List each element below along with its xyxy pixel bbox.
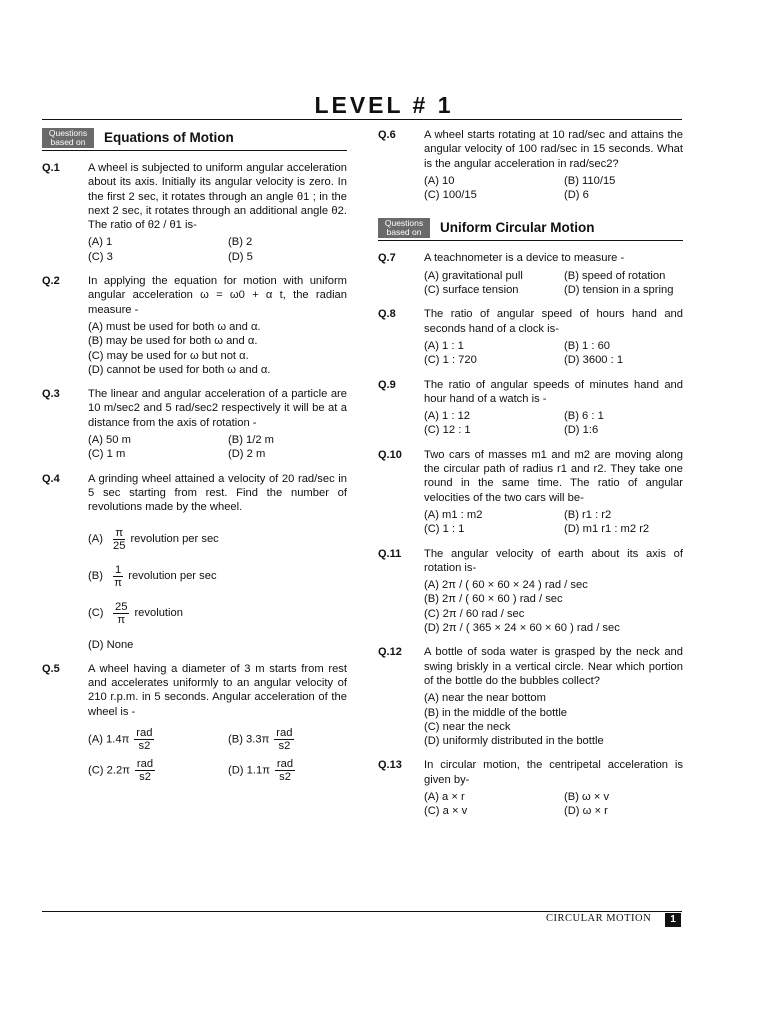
- option-a: (A) gravitational pull: [424, 269, 523, 282]
- question-4: [42, 472, 347, 652]
- option-a: (A) 2π / ( 60 × 60 × 24 ) rad / sec: [424, 579, 588, 592]
- question-11: [378, 547, 683, 636]
- question-text: A bottle of soda water is grasped by the neck and swing briskly in a vertical circle. Near which portion of the bottle do the bubbles collect?: [424, 646, 683, 687]
- option-b: (B) 2: [228, 236, 253, 249]
- option-a: (A) 1.4π $\frac{\text{rad}}{s2}$: [88, 727, 153, 753]
- question-9: [378, 378, 683, 438]
- option-c: (C) $\frac{25}{\pi}$ revolution: [88, 600, 183, 626]
- section-badge: Questions based on: [42, 128, 94, 148]
- footer-chapter-title: CIRCULAR MOTION: [546, 913, 652, 924]
- question-text: The angular velocity of earth about its axis of rotation is-: [424, 547, 683, 574]
- option-a: (A) 10: [424, 174, 455, 187]
- option-c: (C) may be used for ω but not α.: [88, 349, 249, 362]
- question-number: Q.9: [378, 378, 396, 391]
- question-7: [378, 251, 683, 297]
- option-d: (D) 1.1π $\frac{\text{rad}}{s2}$: [228, 758, 294, 784]
- footer-rule: [42, 911, 682, 912]
- option-b: (B) 6 : 1: [564, 410, 604, 423]
- question-number: Q.2: [42, 275, 60, 288]
- option-d: (D) 5: [228, 250, 253, 263]
- option-b: (B) ω × v: [564, 790, 610, 803]
- option-a: (A) 50 m: [88, 434, 131, 447]
- question-number: Q.5: [42, 662, 60, 675]
- option-c: (C) surface tension: [424, 284, 519, 297]
- option-a: (A) 1 : 12: [424, 410, 471, 423]
- question-text: The ratio of angular speeds of minutes hand and hour hand of a watch is -: [424, 378, 683, 405]
- option-a: (A) 1: [88, 236, 113, 249]
- option-d: (D) tension in a spring: [564, 284, 674, 297]
- page-title: LEVEL # 1: [314, 92, 454, 118]
- question-6: [378, 128, 683, 202]
- question-text: In circular motion, the centripetal acceleration is given by-: [424, 759, 683, 786]
- option-a: (A) m1 : m2: [424, 508, 483, 521]
- question-text: A wheel starts rotating at 10 rad/sec and attains the angular velocity of 100 rad/sec in 15 seconds. What is the angular acceleration in rad/sec2?: [424, 129, 683, 170]
- section-title: Equations of Motion: [104, 129, 234, 145]
- option-b: (B) may be used for both ω and α.: [88, 335, 258, 348]
- fraction: $\frac{\pi}{25}$: [113, 526, 126, 552]
- option-c: (C) a × v: [424, 805, 468, 818]
- option-c: (C) 1 : 720: [424, 354, 477, 367]
- question-text: The ratio of angular speed of hours hand and seconds hand of a clock is-: [424, 308, 683, 335]
- option-b: (B) $\frac{1}{\pi}$ revolution per sec: [88, 563, 217, 589]
- question-number: Q.10: [378, 448, 402, 461]
- option-d: (D) m1 r1 : m2 r2: [564, 523, 650, 536]
- question-5: [42, 662, 347, 783]
- question-number: Q.4: [42, 472, 60, 485]
- option-c: (C) near the neck: [424, 720, 511, 733]
- question-number: Q.7: [378, 252, 396, 265]
- option-b: (B) 1 : 60: [564, 339, 611, 352]
- option-a: (A) near the near bottom: [424, 692, 546, 705]
- right-column: [378, 128, 683, 829]
- question-number: Q.6: [378, 129, 396, 141]
- fraction: $\frac{1}{\pi}$: [114, 563, 122, 589]
- option-c: (C) 1 : 1: [424, 523, 465, 536]
- question-1: [42, 161, 347, 264]
- option-b: (B) 3.3π $\frac{\text{rad}}{s2}$: [228, 727, 293, 753]
- question-text: A wheel is subjected to uniform angular acceleration about its axis. Initially its angular velocity is zero. In the first 2 sec, it rotates through an angle θ1 ; in the next 2 sec, it rotates through an additional angle θ2. The ratio of θ2 / θ1 is-: [88, 162, 347, 232]
- option-a: (A) must be used for both ω and α.: [88, 320, 261, 333]
- option-a: (A) $\frac{\pi}{25}$ revolution per sec: [88, 526, 219, 552]
- option-d: (D) None: [88, 638, 134, 651]
- option-b: (B) in the middle of the bottle: [424, 706, 568, 719]
- section-header-circular: [378, 218, 683, 241]
- question-number: Q.12: [378, 646, 402, 659]
- left-column: [42, 128, 347, 793]
- option-a: (A) 1 : 1: [424, 339, 464, 352]
- question-10: [378, 448, 683, 537]
- question-text: A teachnometer is a device to measure -: [424, 252, 625, 265]
- option-b: (B) 2π / ( 60 × 60 ) rad / sec: [424, 593, 563, 606]
- option-d: (D) uniformly distributed in the bottle: [424, 735, 604, 748]
- option-b: (B) r1 : r2: [564, 508, 612, 521]
- option-c: (C) 2.2π $\frac{\text{rad}}{s2}$: [88, 758, 154, 784]
- question-number: Q.11: [378, 547, 402, 560]
- question-text: The linear and angular acceleration of a particle are 10 m/sec2 and 5 rad/sec2 respectively it will be at a distance from the axis of rotation -: [88, 388, 347, 429]
- option-d: (D) 3600 : 1: [564, 354, 624, 367]
- option-d: (D) cannot be used for both ω and α.: [88, 363, 271, 376]
- option-a: (A) a × r: [424, 790, 465, 803]
- option-c: (C) 1 m: [88, 448, 126, 461]
- question-number: Q.8: [378, 308, 396, 321]
- question-13: [378, 758, 683, 818]
- question-2: [42, 274, 347, 377]
- option-d: (D) 6: [564, 189, 589, 202]
- option-d: (D) 2π / ( 365 × 24 × 60 × 60 ) rad / sec: [424, 622, 620, 635]
- option-c: (C) 12 : 1: [424, 424, 471, 437]
- question-text: A grinding wheel attained a velocity of 20 rad/sec in 5 sec starting from rest. Find the number of revolutions made by the wheel.: [88, 472, 347, 514]
- option-d: (D) 1:6: [564, 424, 599, 437]
- fraction: $\frac{25}{\pi}$: [115, 600, 128, 626]
- option-c: (C) 3: [88, 250, 113, 263]
- question-text: Two cars of masses m1 and m2 are moving along the circular path of radius r1 and r2. They take one round in the same time. The ratio of angular velocities of the two cars will be-: [424, 448, 683, 504]
- section-header-equations: [42, 128, 347, 151]
- question-number: Q.13: [378, 759, 402, 772]
- question-number: Q.1: [42, 162, 60, 174]
- section-badge: Questions based on: [378, 218, 430, 238]
- question-3: [42, 387, 347, 461]
- question-text: A wheel having a diameter of 3 m starts from rest and accelerates uniformly to an angular velocity of 210 r.p.m. in 5 seconds. Angular acceleration of the wheel is -: [88, 662, 347, 718]
- title-rule: [42, 119, 682, 120]
- question-number: Q.3: [42, 388, 60, 401]
- question-12: [378, 645, 683, 748]
- section-title: Uniform Circular Motion: [440, 220, 595, 236]
- option-c: (C) 2π / 60 rad / sec: [424, 607, 525, 620]
- question-8: [378, 307, 683, 367]
- option-c: (C) 100/15: [424, 189, 477, 202]
- page-number: 1: [665, 913, 681, 927]
- option-d: (D) 2 m: [228, 448, 266, 461]
- option-b: (B) 1/2 m: [228, 434, 275, 447]
- option-b: (B) speed of rotation: [564, 269, 666, 282]
- option-b: (B) 110/15: [564, 174, 616, 187]
- question-text: In applying the equation for motion with uniform angular acceleration ω = ω0 + α t, the radian measure -: [88, 275, 347, 316]
- option-d: (D) ω × r: [564, 805, 608, 818]
